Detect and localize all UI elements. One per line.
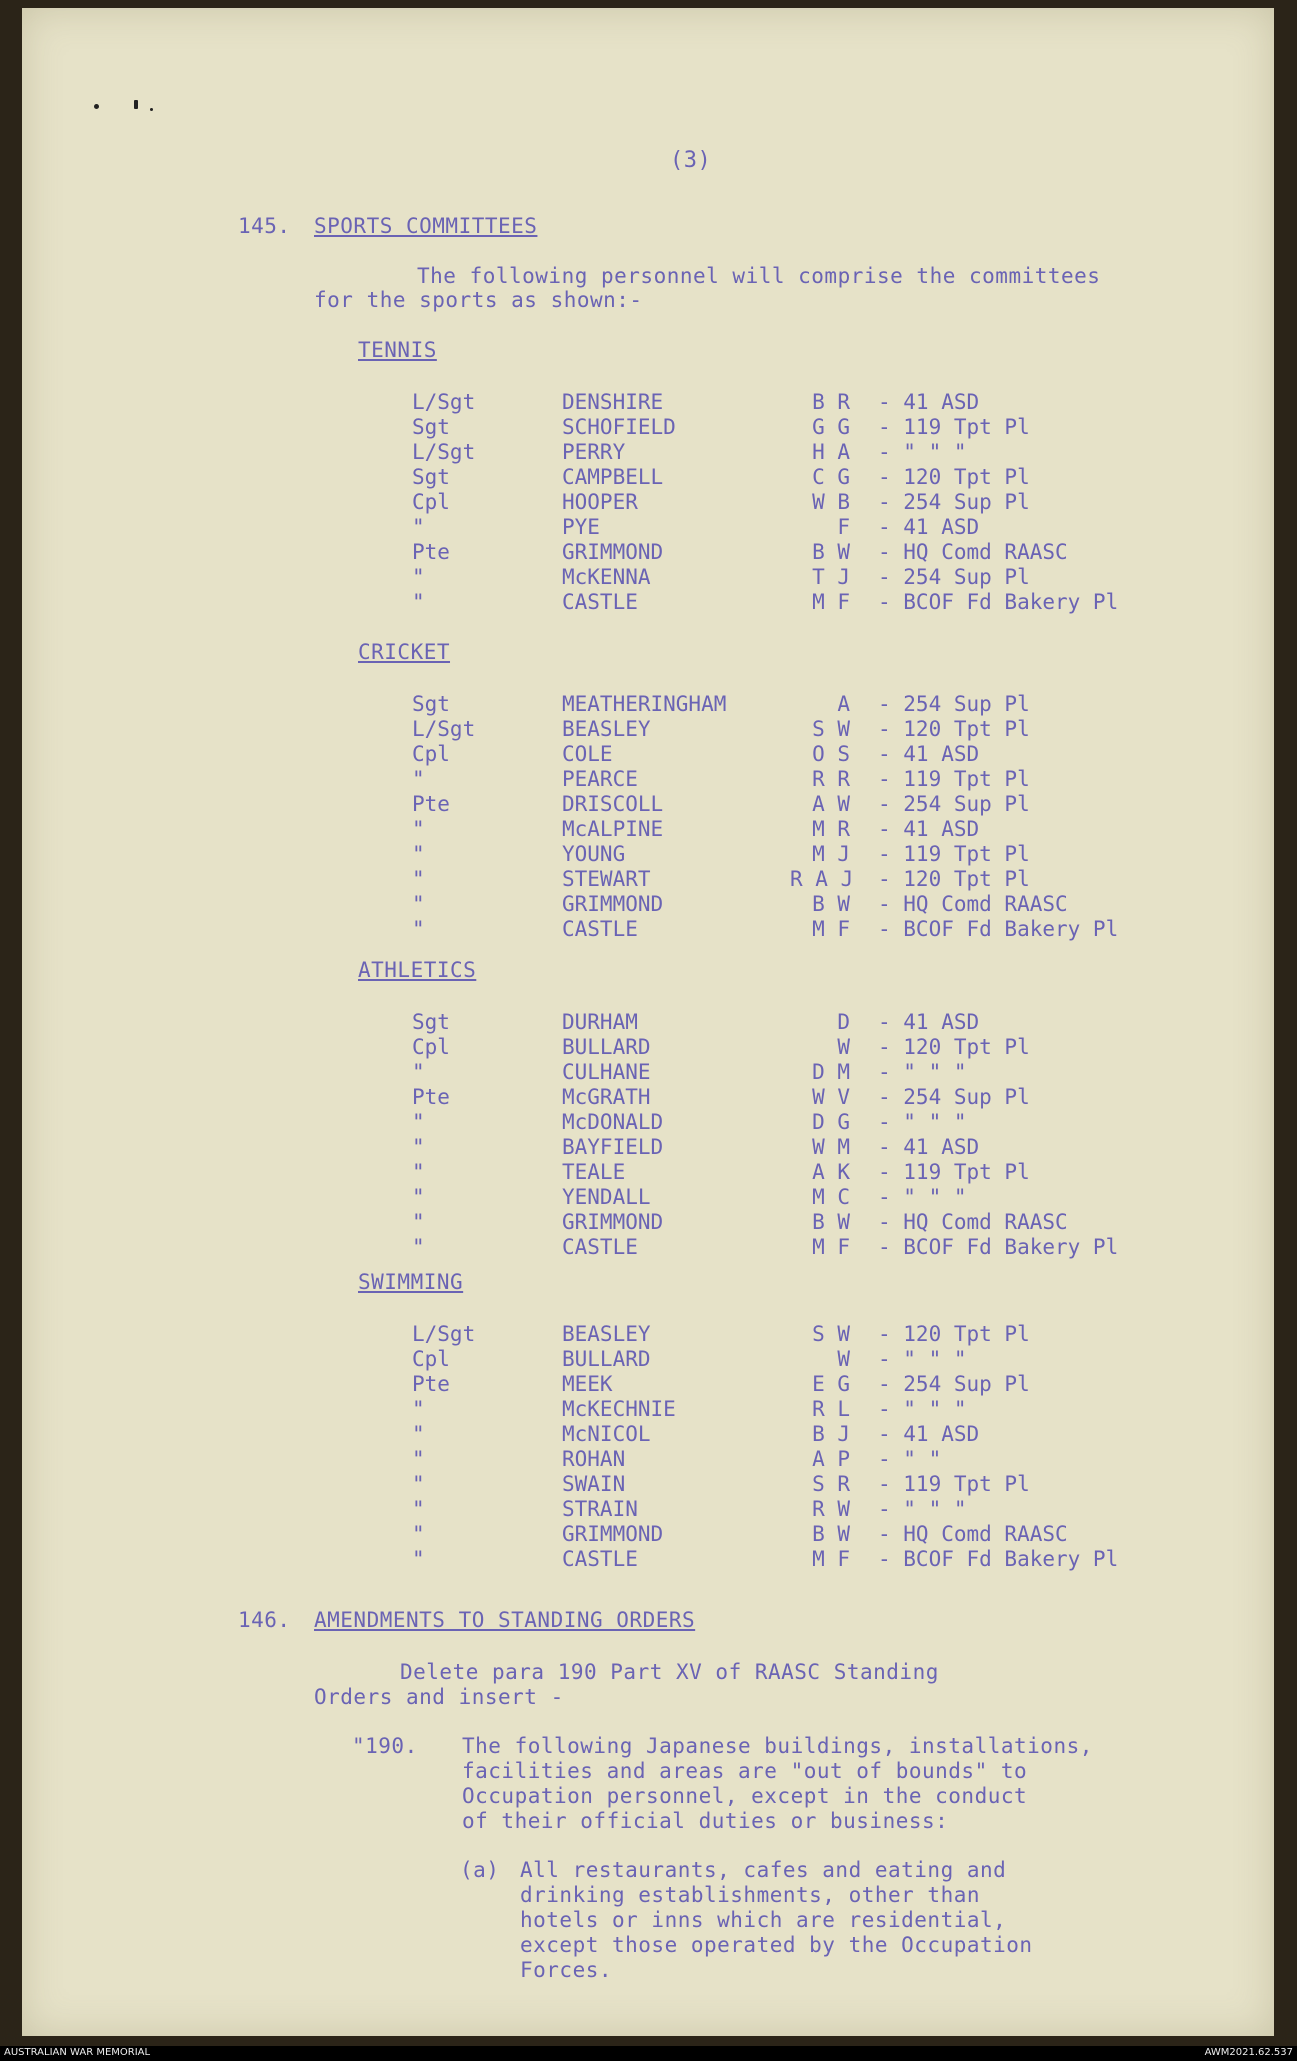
member-initials: B W <box>812 1210 850 1234</box>
member-initials: A W <box>812 792 850 816</box>
member-row <box>22 440 1274 465</box>
member-row <box>22 1447 1274 1472</box>
member-row <box>22 465 1274 490</box>
member-rank: Pte <box>412 792 450 816</box>
member-initials: S W <box>812 717 850 741</box>
member-name: McALPINE <box>562 817 664 841</box>
item-a-line-3: hotels or inns which are residential, <box>520 1908 1007 1932</box>
member-row <box>22 1322 1274 1347</box>
para-145-intro-1: The following personnel will comprise the committees <box>417 264 1101 288</box>
member-name: MEATHERINGHAM <box>562 692 727 716</box>
member-initials: W <box>837 1347 850 1371</box>
member-rank: " <box>412 892 425 916</box>
member-unit: - BCOF Fd Bakery Pl <box>878 1235 1119 1259</box>
member-name: CASTLE <box>562 1547 638 1571</box>
member-row <box>22 1085 1274 1110</box>
member-name: CASTLE <box>562 1235 638 1259</box>
para-190-line-2: facilities and areas are "out of bounds" to <box>462 1759 1028 1783</box>
member-initials: A <box>837 692 850 716</box>
member-name: GRIMMOND <box>562 1522 664 1546</box>
member-unit: - " " " <box>878 1060 967 1084</box>
member-row <box>22 1110 1274 1135</box>
member-row <box>22 415 1274 440</box>
member-name: YOUNG <box>562 842 626 866</box>
member-rank: " <box>412 515 425 539</box>
member-rank: Cpl <box>412 490 450 514</box>
para-190-line-1: The following Japanese buildings, installations, <box>462 1734 1093 1758</box>
member-name: BULLARD <box>562 1035 651 1059</box>
item-a-line-5: Forces. <box>520 1958 613 1982</box>
member-name: ROHAN <box>562 1447 626 1471</box>
member-initials: M J <box>812 842 850 866</box>
member-row <box>22 717 1274 742</box>
member-rank: L/Sgt <box>412 717 476 741</box>
member-unit: - HQ Comd RAASC <box>878 1210 1068 1234</box>
member-unit: - 120 Tpt Pl <box>878 1035 1030 1059</box>
member-initials: W M <box>812 1135 850 1159</box>
member-initials: G G <box>812 415 850 439</box>
member-unit: - 119 Tpt Pl <box>878 1160 1030 1184</box>
member-name: SWAIN <box>562 1472 626 1496</box>
member-name: COLE <box>562 742 613 766</box>
member-name: McGRATH <box>562 1085 651 1109</box>
member-row <box>22 1010 1274 1035</box>
member-initials: D G <box>812 1110 850 1134</box>
member-rank: L/Sgt <box>412 390 476 414</box>
member-unit: - BCOF Fd Bakery Pl <box>878 917 1119 941</box>
member-initials: B R <box>812 390 850 414</box>
member-name: STEWART <box>562 867 651 891</box>
member-rank: " <box>412 1235 425 1259</box>
member-name: STRAIN <box>562 1497 638 1521</box>
member-rank: Sgt <box>412 692 450 716</box>
member-unit: - 254 Sup Pl <box>878 1085 1030 1109</box>
member-rank: " <box>412 1422 425 1446</box>
member-rank: " <box>412 1210 425 1234</box>
member-rank: " <box>412 565 425 589</box>
member-initials: R L <box>812 1397 850 1421</box>
member-unit: - 41 ASD <box>878 1135 980 1159</box>
member-name: CAMPBELL <box>562 465 664 489</box>
member-unit: - HQ Comd RAASC <box>878 540 1068 564</box>
member-unit: - " " " <box>878 1497 967 1521</box>
member-unit: - 119 Tpt Pl <box>878 415 1030 439</box>
member-row <box>22 565 1274 590</box>
member-name: McDONALD <box>562 1110 664 1134</box>
para-145-intro-2: for the sports as shown:- <box>314 288 643 312</box>
member-name: SCHOFIELD <box>562 415 676 439</box>
member-initials: M R <box>812 817 850 841</box>
member-row <box>22 1135 1274 1160</box>
member-row <box>22 767 1274 792</box>
committee-heading: TENNIS <box>358 338 437 362</box>
member-initials: M F <box>812 1547 850 1571</box>
member-initials: T J <box>812 565 850 589</box>
para-190-line-4: of their official duties or business: <box>462 1809 949 1833</box>
member-initials: M F <box>812 590 850 614</box>
member-name: BULLARD <box>562 1347 651 1371</box>
member-name: CASTLE <box>562 917 638 941</box>
member-name: BEASLEY <box>562 717 651 741</box>
member-initials: B W <box>812 1522 850 1546</box>
member-row <box>22 1210 1274 1235</box>
member-unit: - 254 Sup Pl <box>878 490 1030 514</box>
member-name: DRISCOLL <box>562 792 664 816</box>
member-initials: M F <box>812 917 850 941</box>
footer-source: AUSTRALIAN WAR MEMORIAL <box>4 2047 151 2058</box>
member-initials: B W <box>812 540 850 564</box>
member-rank: " <box>412 1522 425 1546</box>
member-unit: - 41 ASD <box>878 742 980 766</box>
member-initials: B W <box>812 892 850 916</box>
member-rank: " <box>412 1547 425 1571</box>
member-unit: - " " <box>878 1447 942 1471</box>
member-name: DENSHIRE <box>562 390 664 414</box>
member-initials: M F <box>812 1235 850 1259</box>
member-unit: - 120 Tpt Pl <box>878 717 1030 741</box>
member-row <box>22 1235 1274 1260</box>
member-unit: - 119 Tpt Pl <box>878 767 1030 791</box>
member-rank: L/Sgt <box>412 1322 476 1346</box>
member-name: PEARCE <box>562 767 638 791</box>
member-initials: R A J <box>790 867 854 891</box>
archive-footer <box>0 2046 1297 2061</box>
member-name: McNICOL <box>562 1422 651 1446</box>
member-row <box>22 842 1274 867</box>
member-rank: L/Sgt <box>412 440 476 464</box>
member-name: DURHAM <box>562 1010 638 1034</box>
member-initials: C G <box>812 465 850 489</box>
document-page <box>22 8 1274 2036</box>
member-unit: - 41 ASD <box>878 390 980 414</box>
member-rank: " <box>412 1397 425 1421</box>
member-row <box>22 1497 1274 1522</box>
para-146-line-1: Delete para 190 Part XV of RAASC Standing <box>400 1660 939 1684</box>
item-a-line-2: drinking establishments, other than <box>520 1883 981 1907</box>
member-unit: - " " " <box>878 1110 967 1134</box>
para-145-number: 145. <box>238 214 291 238</box>
member-rank: " <box>412 1135 425 1159</box>
member-unit: - HQ Comd RAASC <box>878 892 1068 916</box>
member-unit: - " " " <box>878 1185 967 1209</box>
member-initials: W B <box>812 490 850 514</box>
member-name: PYE <box>562 515 600 539</box>
member-row <box>22 1397 1274 1422</box>
member-unit: - " " " <box>878 440 967 464</box>
member-name: TEALE <box>562 1160 626 1184</box>
member-rank: Pte <box>412 1372 450 1396</box>
member-row <box>22 490 1274 515</box>
member-unit: - 41 ASD <box>878 1422 980 1446</box>
member-unit: - 120 Tpt Pl <box>878 867 1030 891</box>
member-row <box>22 817 1274 842</box>
member-unit: - BCOF Fd Bakery Pl <box>878 590 1119 614</box>
member-row <box>22 792 1274 817</box>
member-rank: " <box>412 867 425 891</box>
member-name: CASTLE <box>562 590 638 614</box>
member-rank: " <box>412 1160 425 1184</box>
member-rank: " <box>412 1447 425 1471</box>
member-name: PERRY <box>562 440 626 464</box>
member-row <box>22 1547 1274 1572</box>
member-unit: - 119 Tpt Pl <box>878 1472 1030 1496</box>
member-rank: Cpl <box>412 1347 450 1371</box>
member-rank: Sgt <box>412 415 450 439</box>
committee-heading: SWIMMING <box>358 1270 464 1294</box>
member-row <box>22 917 1274 942</box>
member-name: McKENNA <box>562 565 651 589</box>
member-initials: S R <box>812 1472 850 1496</box>
para-190-line-3: Occupation personnel, except in the conduct <box>462 1784 1028 1808</box>
member-unit: - 119 Tpt Pl <box>878 842 1030 866</box>
member-unit: - 120 Tpt Pl <box>878 1322 1030 1346</box>
member-row <box>22 1347 1274 1372</box>
member-row <box>22 1522 1274 1547</box>
member-row <box>22 590 1274 615</box>
item-a-label: (a) <box>460 1858 500 1882</box>
para-146-heading: AMENDMENTS TO STANDING ORDERS <box>314 1608 696 1632</box>
footer-reference: AWM2021.62.537 <box>1204 2047 1293 2058</box>
committee-heading: CRICKET <box>358 640 451 664</box>
member-initials: B J <box>812 1422 850 1446</box>
member-rank: " <box>412 817 425 841</box>
member-rank: " <box>412 917 425 941</box>
member-rank: Cpl <box>412 742 450 766</box>
member-rank: Pte <box>412 1085 450 1109</box>
member-row <box>22 540 1274 565</box>
member-row <box>22 515 1274 540</box>
member-row <box>22 742 1274 767</box>
member-unit: - 254 Sup Pl <box>878 692 1030 716</box>
member-unit: - HQ Comd RAASC <box>878 1522 1068 1546</box>
member-initials: D M <box>812 1060 850 1084</box>
member-row <box>22 1035 1274 1060</box>
member-name: CULHANE <box>562 1060 651 1084</box>
member-row <box>22 390 1274 415</box>
member-rank: " <box>412 842 425 866</box>
member-unit: - " " " <box>878 1347 967 1371</box>
member-row <box>22 892 1274 917</box>
member-initials: R R <box>812 767 850 791</box>
member-unit: - " " " <box>878 1397 967 1421</box>
member-unit: - 41 ASD <box>878 515 980 539</box>
member-unit: - 120 Tpt Pl <box>878 465 1030 489</box>
member-row <box>22 1422 1274 1447</box>
member-rank: " <box>412 1497 425 1521</box>
member-initials: A P <box>812 1447 850 1471</box>
member-rank: " <box>412 767 425 791</box>
member-initials: H A <box>812 440 850 464</box>
member-name: HOOPER <box>562 490 638 514</box>
member-name: GRIMMOND <box>562 1210 664 1234</box>
member-rank: Cpl <box>412 1035 450 1059</box>
member-name: BAYFIELD <box>562 1135 664 1159</box>
member-row <box>22 1472 1274 1497</box>
member-rank: " <box>412 1060 425 1084</box>
member-initials: E G <box>812 1372 850 1396</box>
para-146-line-2: Orders and insert - <box>314 1685 564 1709</box>
member-row <box>22 867 1274 892</box>
member-rank: " <box>412 1472 425 1496</box>
page-number: (3) <box>670 148 712 173</box>
member-name: MEEK <box>562 1372 613 1396</box>
member-name: GRIMMOND <box>562 892 664 916</box>
member-initials: F <box>837 515 850 539</box>
member-name: McKECHNIE <box>562 1397 676 1421</box>
member-unit: - 254 Sup Pl <box>878 792 1030 816</box>
member-initials: A K <box>812 1160 850 1184</box>
para-190-number: "190. <box>352 1734 418 1758</box>
member-initials: R W <box>812 1497 850 1521</box>
member-initials: S W <box>812 1322 850 1346</box>
member-row <box>22 1160 1274 1185</box>
para-145-heading: SPORTS COMMITTEES <box>314 214 538 238</box>
member-row <box>22 1185 1274 1210</box>
member-row <box>22 1060 1274 1085</box>
committee-heading: ATHLETICS <box>358 958 477 982</box>
member-unit: - 254 Sup Pl <box>878 565 1030 589</box>
member-row <box>22 692 1274 717</box>
member-unit: - BCOF Fd Bakery Pl <box>878 1547 1119 1571</box>
member-row <box>22 1372 1274 1397</box>
member-initials: O S <box>812 742 850 766</box>
member-rank: Pte <box>412 540 450 564</box>
para-146-number: 146. <box>238 1608 291 1632</box>
member-name: BEASLEY <box>562 1322 651 1346</box>
member-unit: - 41 ASD <box>878 817 980 841</box>
member-rank: " <box>412 1110 425 1134</box>
member-rank: " <box>412 590 425 614</box>
item-a-line-4: except those operated by the Occupation <box>520 1933 1033 1957</box>
member-unit: - 41 ASD <box>878 1010 980 1034</box>
member-name: GRIMMOND <box>562 540 664 564</box>
item-a-line-1: All restaurants, cafes and eating and <box>520 1858 1007 1882</box>
member-initials: M C <box>812 1185 850 1209</box>
member-unit: - 254 Sup Pl <box>878 1372 1030 1396</box>
member-rank: Sgt <box>412 465 450 489</box>
member-rank: Sgt <box>412 1010 450 1034</box>
member-initials: W <box>837 1035 850 1059</box>
member-rank: " <box>412 1185 425 1209</box>
member-initials: D <box>837 1010 850 1034</box>
member-initials: W V <box>812 1085 850 1109</box>
member-name: YENDALL <box>562 1185 651 1209</box>
